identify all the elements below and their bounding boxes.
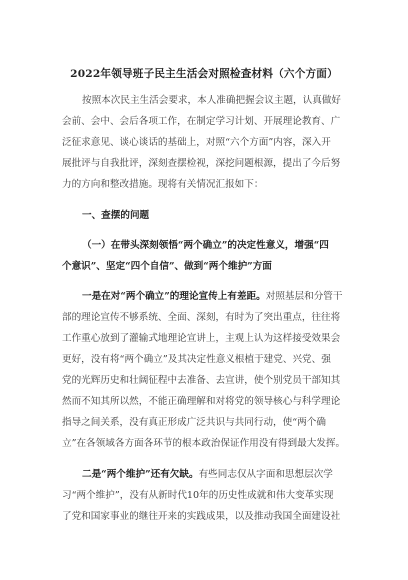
paragraph-line: 习“两个维护”，没有从新时代10年的历史性成就和伟大变革实现 xyxy=(62,490,334,501)
paragraph-text: 对照基层和分管干 xyxy=(265,291,343,302)
paragraph-line: 部的理论宣传不够系统、全面、深刻，有时为了突出重点，往往将 xyxy=(62,312,341,323)
paragraph-lead: 二是“两个维护”还有欠缺。 xyxy=(82,469,199,480)
paragraph-line: 更好，没有将“两个确立”及其决定性意义根植于建党、兴党、强 xyxy=(62,354,331,365)
document-title: 2022年领导班子民主生活会对照检查材料（六个方面） xyxy=(70,68,338,80)
intro-line: 会前、会中、会后各项工作，在制定学习计划、开展理论教育、广 xyxy=(62,116,341,127)
paragraph-line: 指导之间关系，没有真正形成广泛共识与共同行动，使“两个确 xyxy=(62,417,326,428)
intro-line: 力的方向和整改措施。现将有关情况汇报如下： xyxy=(62,179,264,190)
intro-line: 按照本次民主生活会要求，本人准确把握会议主题，认真做好 xyxy=(82,95,342,106)
paragraph-line: 党的光辉历史和壮阔征程中去准备、去宣讲，使个别党员干部知其 xyxy=(62,375,341,386)
intro-line: 展批评与自我批评，深刻查摆检视，深挖问题根源，提出了今后努 xyxy=(62,158,341,169)
paragraph-line xyxy=(82,290,342,304)
paragraph-text: 有些同志仅从字面和思想层次学 xyxy=(198,469,333,480)
subsection-heading-line: （一）在带头深刻领悟“两个确立”的决定性意义，增强“四 xyxy=(82,240,329,251)
section-heading: 一、查摆的问题 xyxy=(82,210,150,221)
paragraph-line: 立”在各领域各方面各环节的根本政治保证作用没有得到最大发挥。 xyxy=(62,438,346,449)
paragraph-line: 了党和国家事业的继往开来的实践成果，以及推动我国全面建设社 xyxy=(62,511,341,522)
paragraph-line: 然而不知其所以然，不能正确理解和对将党的领导核心与科学理论 xyxy=(62,396,341,407)
paragraph-line: 工作重心放到了灌输式地理论宣讲上，主观上认为这样接受效果会 xyxy=(62,333,341,344)
paragraph-line xyxy=(82,468,333,482)
subsection-heading-line: 个意识”、坚定“四个自信”、做到“两个维护”方面 xyxy=(62,261,272,272)
paragraph-lead: 一是在对“两个确立”的理论宣传上有差距。 xyxy=(82,291,266,302)
intro-line: 泛征求意见、谈心谈话的基础上，对照“六个方面”内容，深入开 xyxy=(62,137,331,148)
